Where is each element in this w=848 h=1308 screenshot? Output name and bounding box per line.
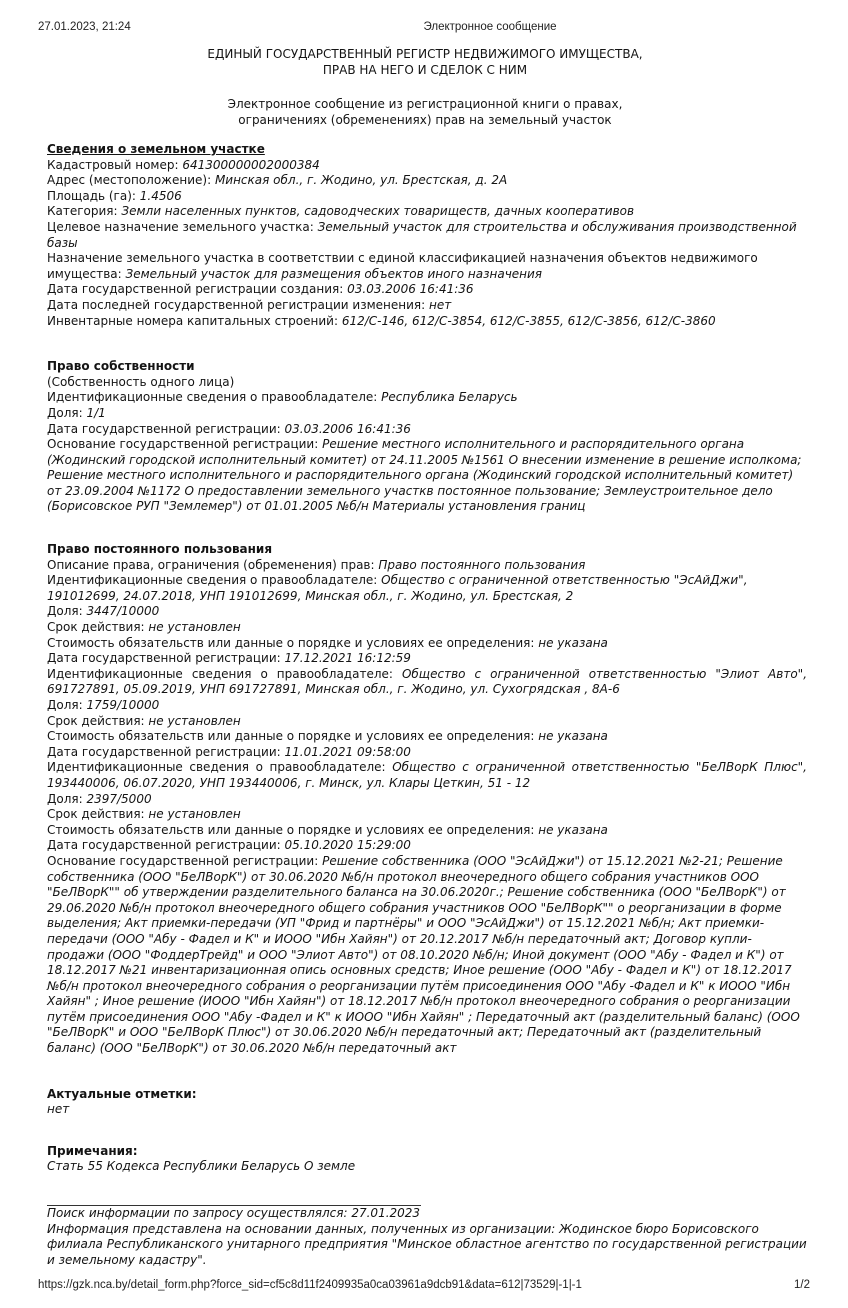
field-row bbox=[47, 204, 807, 220]
field-row bbox=[47, 714, 807, 730]
message-subheading bbox=[45, 96, 805, 128]
land-plot-section bbox=[47, 142, 807, 329]
registry-heading-line-1: ЕДИНЫЙ ГОСУДАРСТВЕННЫЙ РЕГИСТР НЕДВИЖИМОГО ИМУЩЕСТВА, bbox=[207, 47, 643, 61]
notes-value: Стать 55 Кодекса Республики Беларусь О земле bbox=[47, 1159, 356, 1174]
field-row bbox=[47, 604, 807, 620]
field-row bbox=[47, 437, 807, 515]
field-value: 03.03.2006 16:41:36 bbox=[284, 421, 411, 436]
field-value: Решение собственника (ООО "ЭсАйДжи") от 15.12.2021 №2-21; Решение собственника (ООО "БеЛВорК") от 30.06.2020 №б/н протокол внеочередного общего собрания участников ООО "БеЛВорК"" об утверждении разделительного баланса на 30.06.2020г.; Решение собственника (ООО "БеЛВорК") от 29.06.2020 №б/н протокол внеочередного общего собрания участников ООО "БеЛВорК"" о реорганизации в форме выделения; Акт приемки-передачи (УП "Фрид и партнёры" и ООО "ЭсАйДжи") от 15.12.2021 №б/н; Акт приемки-передачи (ООО "Абу - Фадел и К" и ИООО "Ибн Хайян") от 20.12.2017 №б/н передаточный акт; Договор купли-продажи (ООО "ФоддерТрейд" и ООО "Элиот Авто") от 08.10.2020 №б/н; Иной документ (ООО "Абу - Фадел и К") от 18.12.2017 №21 инвентаризационная опись основных средств; Иное решение (ООО "Абу - Фадел и К") от 18.12.2017 №б/н протокол внеочередного собрания о реорганизации путём присоединения ООО "Абу -Фадел и К" к ИООО "Ибн Хайян" ; Иное решение (ИООО "Ибн Хайян") от 18.12.2017 №б/н протокол внеочередного собрания о реорганизации путём присоединения ООО "Абу -Фадел и К" к ИООО "Ибн Хайян" ; Передаточный акт (разделительный баланс) (ООО "БеЛВорК" и ООО "БеЛВорК Плюс") от 30.06.2020 №б/н передаточный акт; Передаточный акт (разделительный баланс) (ООО "БеЛВорК") от 30.06.2020 №б/н передаточный акт bbox=[47, 853, 800, 1056]
field-value: не указана bbox=[538, 729, 608, 744]
field-row bbox=[47, 792, 807, 808]
field-label: Основание государственной регистрации: bbox=[47, 437, 323, 452]
field-value: не установлен bbox=[148, 807, 241, 822]
field-row bbox=[47, 745, 807, 761]
ownership-section bbox=[47, 359, 807, 515]
field-value: Земельный участок для размещения объектов иного назначения bbox=[125, 266, 543, 281]
field-value: Общество с ограниченной ответственностью "Элиот Авто", 691727891, 05.09.2019, УНП 691727891, Минская обл., г. Жодино, ул. Сухогрядская , 8А-6 bbox=[47, 666, 808, 697]
field-label: Стоимость обязательств или данные о порядке и условиях ее определения: bbox=[47, 635, 539, 650]
field-value: нет bbox=[428, 297, 452, 312]
field-value: 2397/5000 bbox=[86, 791, 152, 806]
current-marks-title: Актуальные отметки: bbox=[47, 1086, 197, 1101]
field-row bbox=[47, 636, 807, 652]
field-label: Инвентарные номера капитальных строений: bbox=[47, 313, 342, 328]
page-number: 1/2 bbox=[794, 1279, 810, 1291]
land-plot-fields bbox=[47, 158, 807, 330]
field-label: Стоимость обязательств или данные о порядке и условиях ее определения: bbox=[47, 729, 539, 744]
field-value: 1/1 bbox=[86, 405, 106, 420]
ownership-title: Право собственности bbox=[47, 359, 195, 374]
field-label: Адрес (местоположение): bbox=[47, 173, 215, 188]
field-row bbox=[47, 220, 807, 251]
ownership-subtitle: (Собственность одного лица) bbox=[47, 374, 235, 389]
ownership-fields bbox=[47, 390, 807, 515]
permanent-use-section bbox=[47, 542, 807, 1057]
field-label: Срок действия: bbox=[47, 713, 149, 728]
field-value: 11.01.2021 09:58:00 bbox=[284, 744, 411, 759]
field-value: Общество с ограниченной ответственностью "ЭсАйДжи", 191012699, 24.07.2018, УНП 191012699, Минская обл., г. Жодино, ул. Брестская, 2 bbox=[47, 573, 748, 603]
print-header bbox=[0, 20, 848, 36]
print-datetime: 27.01.2023, 21:24 bbox=[38, 21, 131, 33]
field-row bbox=[47, 729, 807, 745]
page-url: https://gzk.nca.by/detail_form.php?force_sid=cf5c8d11f2409935a0ca03961a9dcb91&data=612|73529|-1|-1 bbox=[38, 1279, 582, 1291]
field-label: Идентификационные сведения о правообладателе: bbox=[47, 390, 382, 405]
field-value: Решение местного исполнительного и распорядительного органа (Жодинский городской исполнительный комитет) от 24.11.2005 №1561 О внесении изменение в решение исполкома; Решение местного исполнительного и распорядительного органа (Жодинский городской исполнительный комитет) от 23.09.2004 №1172 О предоставлении земельного участкв постоянное пользование; Землеустроительное дело (Борисовское РУП "Землемер") от 01.01.2005 №б/н Материалы установления границ bbox=[47, 437, 802, 514]
field-row bbox=[47, 698, 807, 714]
notes-section bbox=[47, 1144, 807, 1175]
field-label: Доля: bbox=[47, 604, 87, 619]
field-label: Дата государственной регистрации: bbox=[47, 651, 285, 666]
field-row bbox=[47, 854, 807, 1057]
field-value: 1759/10000 bbox=[86, 698, 160, 712]
field-row bbox=[47, 651, 807, 667]
field-label: Площадь (га): bbox=[47, 188, 140, 203]
field-label: Дата последней государственной регистрации изменения: bbox=[47, 297, 429, 312]
registry-heading bbox=[45, 46, 805, 78]
field-row bbox=[47, 838, 807, 854]
field-row bbox=[47, 620, 807, 636]
field-value: 03.03.2006 16:41:36 bbox=[347, 282, 474, 297]
field-label: Идентификационные сведения о правообладателе: bbox=[47, 573, 382, 588]
field-label: Срок действия: bbox=[47, 807, 149, 822]
field-label: Дата государственной регистрации: bbox=[47, 744, 285, 759]
field-row bbox=[47, 558, 807, 574]
field-row bbox=[47, 173, 807, 189]
field-value: 641300000002000384 bbox=[182, 157, 320, 172]
field-value: 1.4506 bbox=[139, 188, 182, 203]
field-label: Идентификационные сведения о правообладателе: bbox=[47, 666, 402, 681]
field-row bbox=[47, 189, 807, 205]
field-value: 17.12.2021 16:12:59 bbox=[284, 651, 411, 666]
field-value: не установлен bbox=[148, 713, 241, 728]
field-label: Дата государственной регистрации: bbox=[47, 421, 285, 436]
print-title: Электронное сообщение bbox=[423, 21, 557, 33]
field-row bbox=[47, 158, 807, 174]
field-row bbox=[47, 422, 807, 438]
notes-title: Примечания: bbox=[47, 1143, 138, 1158]
field-label: Кадастровый номер: bbox=[47, 157, 183, 172]
document-body bbox=[47, 46, 807, 1268]
field-value: Земли населенных пунктов, садоводческих товариществ, дачных кооперативов bbox=[121, 204, 635, 219]
message-subheading-line-2: ограничениях (обременениях) прав на земельный участок bbox=[238, 113, 612, 127]
permanent-use-fields bbox=[47, 558, 807, 1057]
search-date-note: Поиск информации по запросу осуществлялся: 27.01.2023 bbox=[47, 1206, 421, 1221]
field-label: Целевое назначение земельного участка: bbox=[47, 219, 318, 234]
registry-heading-line-2: ПРАВ НА НЕГО И СДЕЛОК С НИМ bbox=[322, 63, 528, 77]
source-note: Информация представлена на основании данных, полученных из организации: Жодинское бюро Борисовского филиала Республиканского унитарного предприятия "Минское областное агентство по государственной регистрации и земельному кадастру". bbox=[47, 1221, 807, 1267]
field-label: Стоимость обязательств или данные о порядке и условиях ее определения: bbox=[47, 822, 539, 837]
current-marks-section bbox=[47, 1087, 807, 1118]
field-value: не указана bbox=[538, 635, 608, 650]
field-value: 05.10.2020 15:29:00 bbox=[284, 838, 411, 853]
field-label: Описание права, ограничения (обременения) прав: bbox=[47, 557, 379, 572]
field-row bbox=[47, 823, 807, 839]
field-label: Доля: bbox=[47, 791, 87, 806]
field-value: 3447/10000 bbox=[86, 604, 160, 619]
field-value: Минская обл., г. Жодино, ул. Брестская, д. 2А bbox=[214, 173, 508, 188]
field-value: Земельный участок для строительства и обслуживания производственной базы bbox=[47, 219, 797, 250]
message-subheading-line-1: Электронное сообщение из регистрационной книги о правах, bbox=[227, 97, 623, 111]
field-label: Дата государственной регистрации создания: bbox=[47, 282, 348, 297]
field-row bbox=[47, 282, 807, 298]
field-value: не указана bbox=[538, 822, 608, 837]
print-footer bbox=[0, 1278, 848, 1294]
field-value: не установлен bbox=[148, 620, 241, 635]
field-row bbox=[47, 251, 807, 282]
field-row bbox=[47, 807, 807, 823]
field-label: Назначение земельного участка в соответствии с единой классификацией назначения объектов недвижимого имущества: bbox=[47, 251, 758, 281]
field-row bbox=[47, 298, 807, 314]
field-label: Доля: bbox=[47, 698, 87, 712]
permanent-use-title: Право постоянного пользования bbox=[47, 542, 273, 557]
field-value: Право постоянного пользования bbox=[378, 557, 586, 572]
field-label: Срок действия: bbox=[47, 620, 149, 635]
field-label: Дата государственной регистрации: bbox=[47, 838, 285, 853]
field-row bbox=[47, 390, 807, 406]
field-row bbox=[47, 573, 807, 604]
field-value: Общество с ограниченной ответственностью "БеЛВорК Плюс", 193440006, 06.07.2020, УНП 193440006, г. Минск, ул. Клары Цеткин, 51 - 12 bbox=[47, 760, 807, 790]
field-label: Категория: bbox=[47, 204, 122, 219]
field-row bbox=[47, 314, 807, 330]
land-plot-title: Сведения о земельном участке bbox=[47, 142, 265, 156]
field-label: Доля: bbox=[47, 405, 87, 420]
field-label: Идентификационные сведения о правообладателе: bbox=[47, 760, 393, 775]
field-value: Республика Беларусь bbox=[381, 390, 518, 405]
current-marks-value: нет bbox=[47, 1102, 70, 1117]
field-row bbox=[47, 760, 807, 791]
field-value: 612/C-146, 612/C-3854, 612/C-3855, 612/C-3856, 612/C-3860 bbox=[341, 313, 716, 328]
field-row bbox=[47, 667, 807, 698]
field-label: Основание государственной регистрации: bbox=[47, 853, 323, 868]
field-row bbox=[47, 406, 807, 422]
